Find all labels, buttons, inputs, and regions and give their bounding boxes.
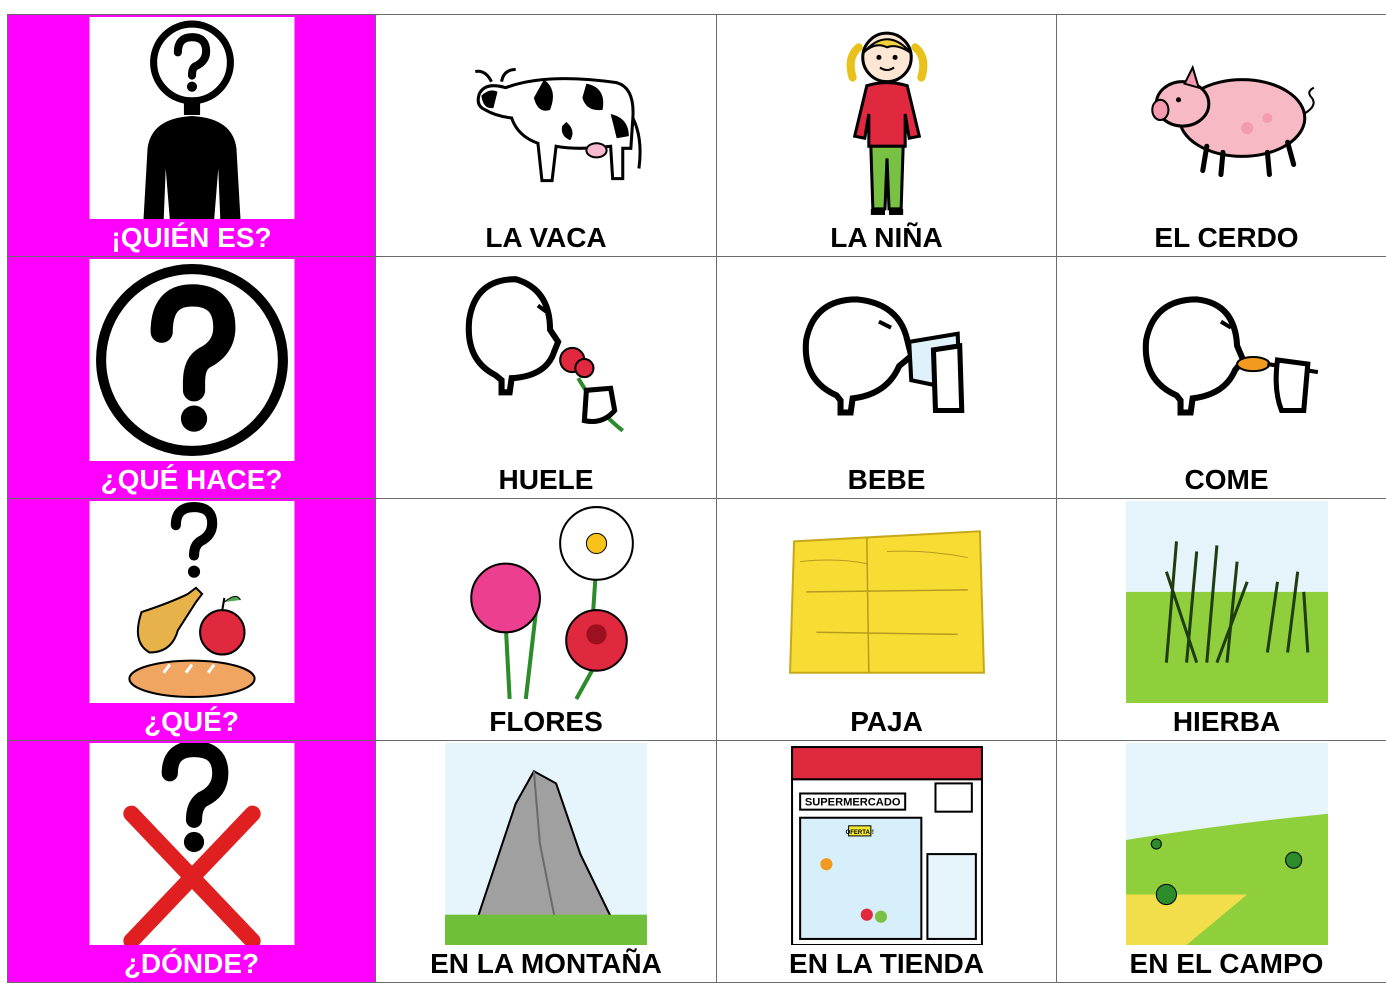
drink-glass-icon [784, 259, 989, 461]
pictogram-board [7, 14, 1386, 983]
eat-spoon-icon [1124, 259, 1329, 461]
offer-tag: OFERTA!! [845, 829, 874, 836]
answer-label: BEBE [847, 464, 926, 495]
answer-label: EN LA MONTAÑA [430, 948, 662, 979]
countryside-icon [1124, 743, 1329, 945]
answer-cell [717, 15, 1057, 257]
question-cell-what [8, 499, 376, 741]
answer-label: EL CERDO [1154, 222, 1299, 253]
answer-cell [376, 741, 717, 983]
answer-cell [1057, 15, 1386, 257]
answer-label: FLORES [489, 706, 603, 737]
answer-cell [1057, 499, 1386, 741]
pig-icon [1124, 17, 1329, 219]
answer-cell [1057, 741, 1386, 983]
answer-label: HUELE [498, 464, 594, 495]
answer-cell [717, 741, 1057, 983]
cow-icon [444, 17, 649, 219]
answer-cell [376, 257, 717, 499]
question-circle-icon [89, 259, 294, 461]
store-sign: SUPERMERCADO [804, 796, 901, 809]
smell-flower-icon [444, 259, 649, 461]
question-cell-what-does [8, 257, 376, 499]
answer-cell [1057, 257, 1386, 499]
flowers-icon [444, 501, 649, 703]
answer-label: EN EL CAMPO [1129, 948, 1324, 979]
question-label: ¡QUIÉN ES? [111, 222, 272, 253]
question-label: ¿DÓNDE? [123, 948, 260, 979]
straw-bale-icon [784, 501, 989, 703]
person-question-icon [89, 17, 294, 219]
question-label: ¿QUÉ HACE? [100, 464, 283, 495]
answer-cell [717, 257, 1057, 499]
answer-label: HIERBA [1172, 706, 1281, 737]
supermarket-icon [784, 743, 989, 945]
answer-label: EN LA TIENDA [789, 948, 984, 979]
question-label: ¿QUÉ? [144, 706, 239, 737]
answer-label: COME [1184, 464, 1269, 495]
girl-icon [784, 17, 989, 219]
place-question-icon [89, 743, 294, 945]
answer-label: PAJA [850, 706, 923, 737]
answer-cell [376, 15, 717, 257]
question-cell-where [8, 741, 376, 983]
answer-label: LA NIÑA [830, 222, 943, 253]
answer-label: LA VACA [485, 222, 607, 253]
mountain-icon [444, 743, 649, 945]
grass-icon [1124, 501, 1329, 703]
answer-cell [717, 499, 1057, 741]
question-cell-who [8, 15, 376, 257]
food-question-icon [89, 501, 294, 703]
answer-cell [376, 499, 717, 741]
